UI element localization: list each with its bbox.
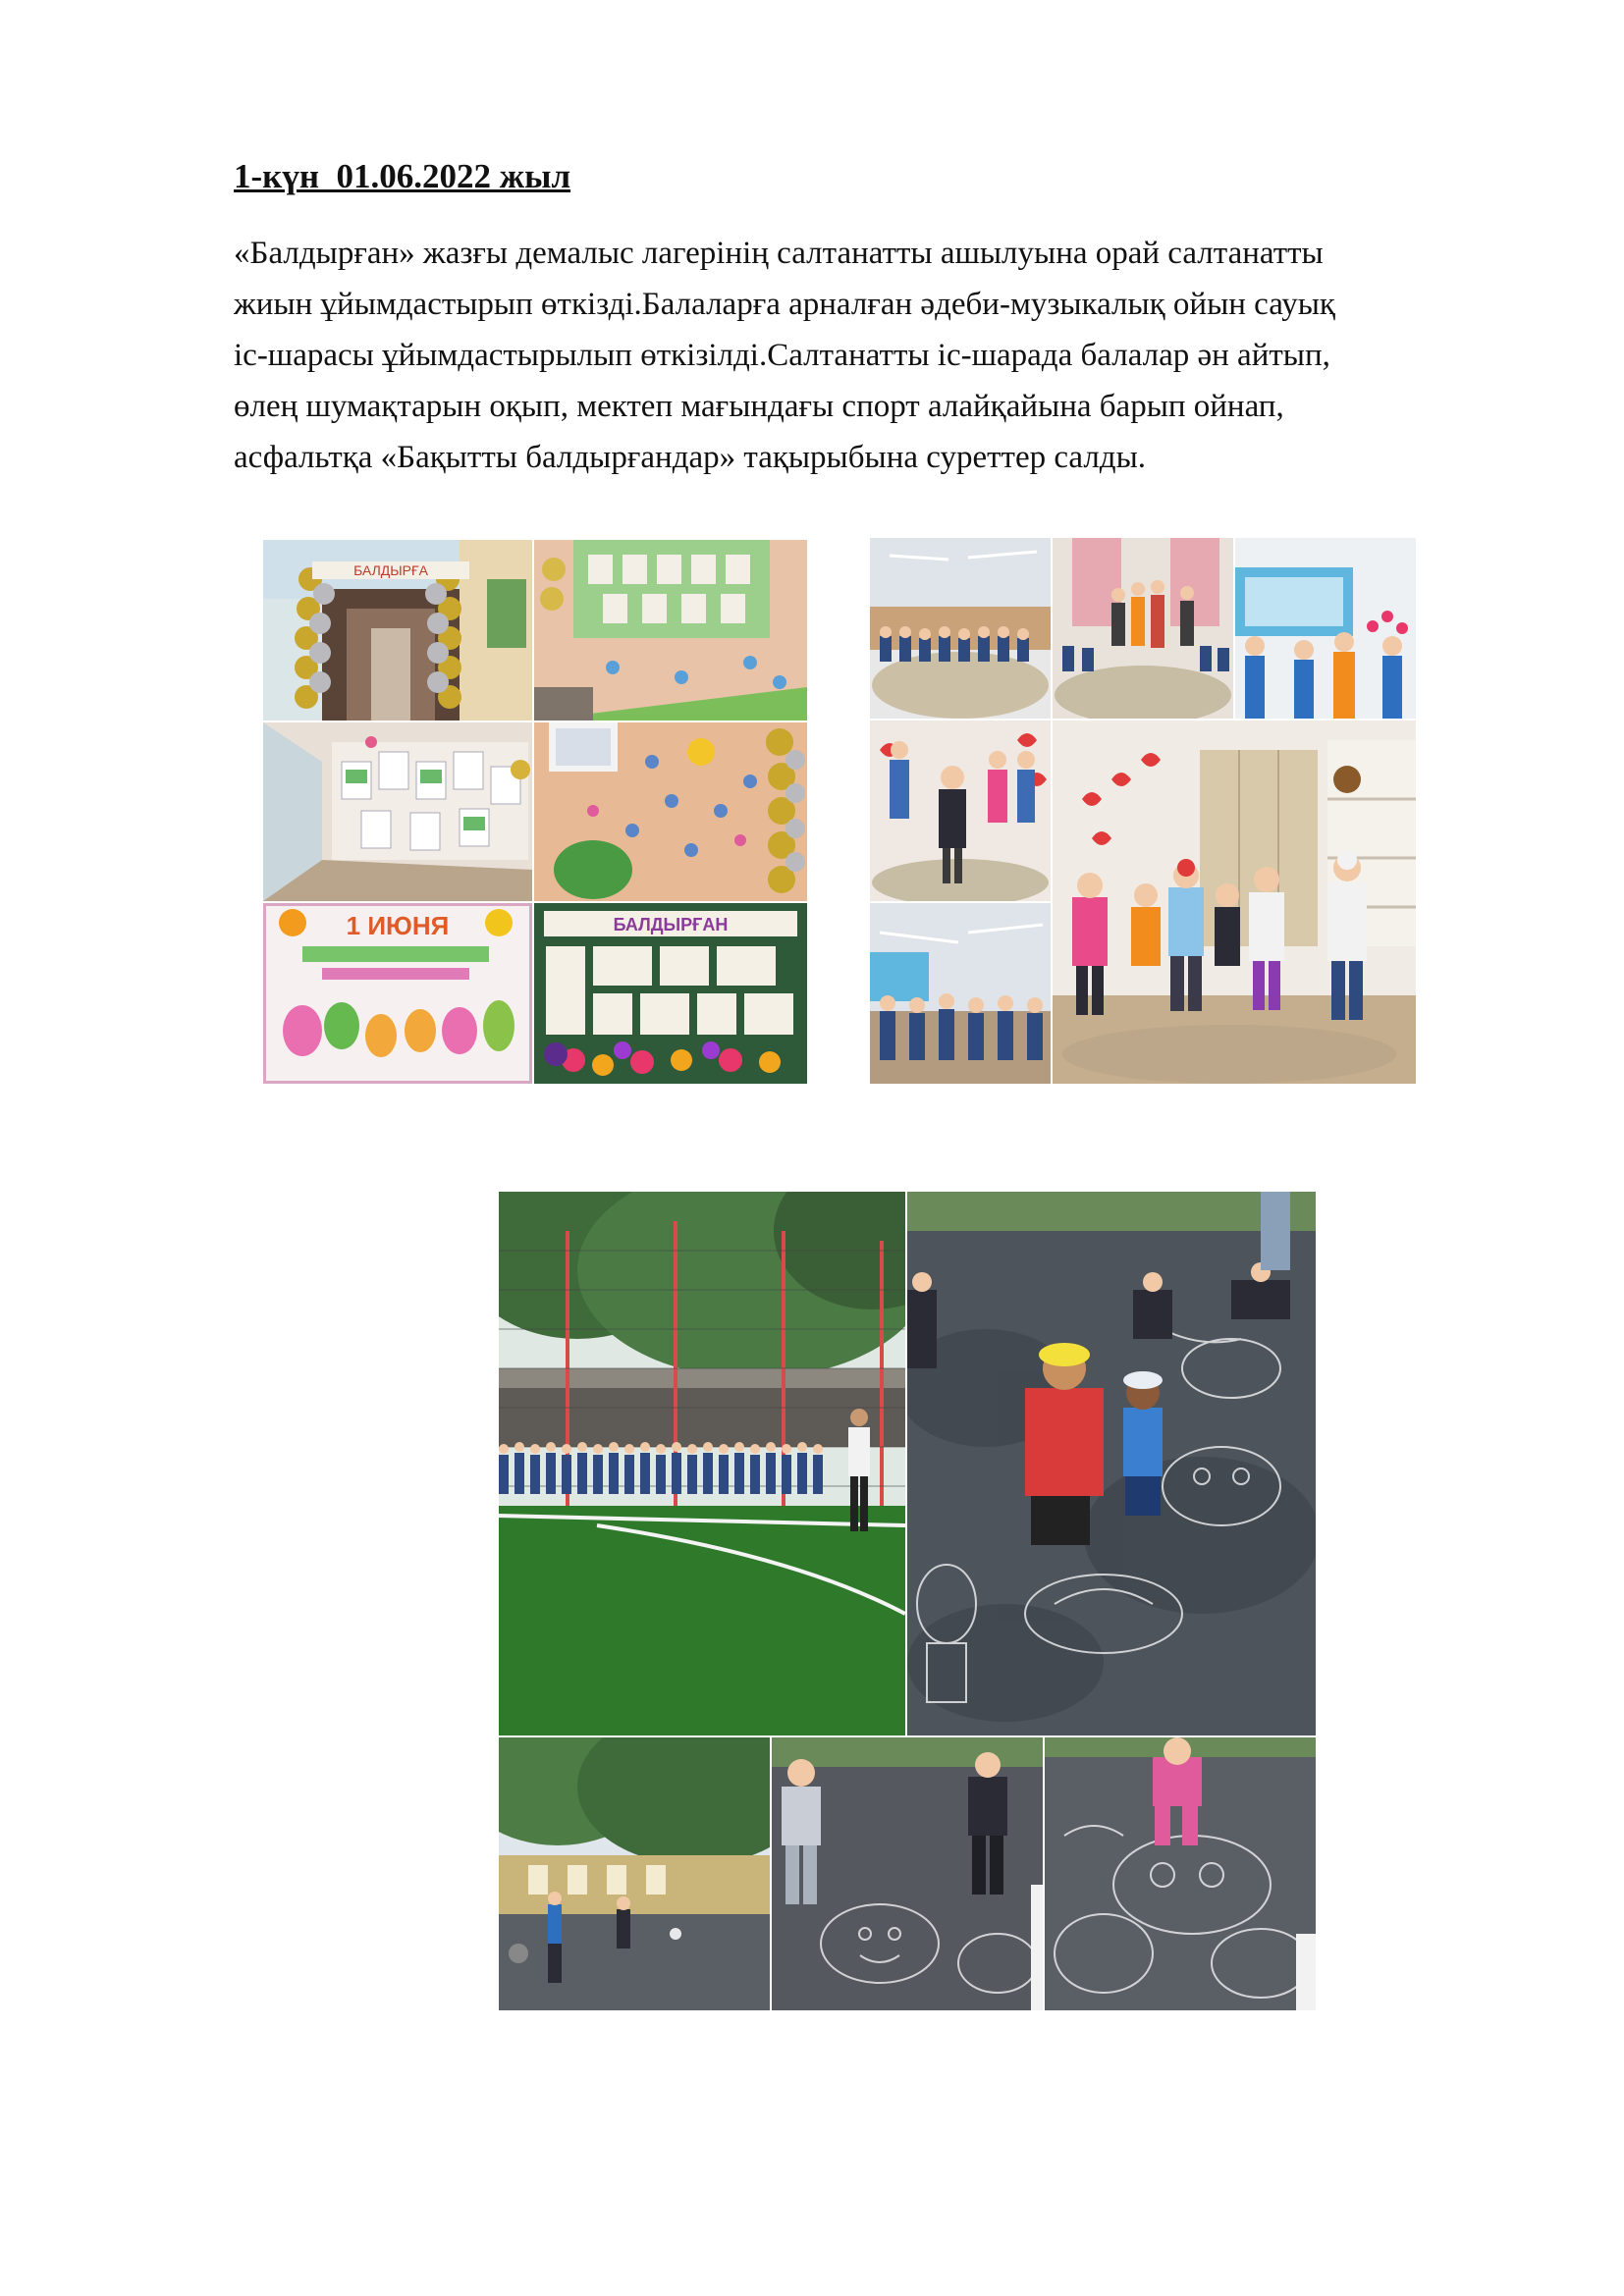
- banner-text: БАЛДЫРҒА: [353, 562, 428, 578]
- board-title-text: БАЛДЫРҒАН: [613, 915, 729, 934]
- intro-paragraph: [234, 228, 1500, 483]
- june-banner-text: 1 ИЮНЯ: [346, 911, 450, 940]
- paragraph-line: асфальтқа «Бақытты балдырғандар» тақырыбына суреттер салды.: [234, 440, 1147, 475]
- outdoor-activities-photo-collage: [499, 1192, 1316, 2010]
- kids-by-blue-board-photo: [1235, 538, 1416, 719]
- kids-performing-photo: [1053, 721, 1416, 1084]
- paragraph-line: өлең шумақтарын оқып, мектеп мағындағы спорт алайқайына барып ойнап,: [234, 389, 1284, 424]
- girls-chalk-art-photo: [772, 1737, 1043, 2010]
- corridor-exhibit-photo: [263, 722, 532, 901]
- football-pitch-lineup-photo: [499, 1192, 905, 1735]
- butterflies-wall-photo: [534, 722, 807, 901]
- paragraph-line: жиын ұйымдастырып өткізді.Балаларға арналған әдеби-музыкалық ойын сауық: [234, 287, 1335, 322]
- asphalt-chalk-drawing-photo: [907, 1192, 1316, 1735]
- june-first-poster-photo: [263, 903, 532, 1084]
- classroom-gathering-photo: [870, 903, 1051, 1084]
- girl-drawing-chalk-photo: [1045, 1737, 1316, 2010]
- picture-wall-photo: [534, 540, 807, 721]
- paragraph-line: іс-шарасы ұйымдастырылып өткізілді.Салтанатты іс-шарада балалар ән айтып,: [234, 338, 1330, 373]
- decorations-photo-collage: [263, 540, 807, 1084]
- page-heading: 1-күн 01.06.2022 жыл: [234, 157, 571, 195]
- classroom-event-photo-collage: [870, 538, 1416, 1084]
- classroom-teachers-photo: [1053, 538, 1233, 719]
- classroom-circle-photo: [870, 538, 1051, 719]
- schoolyard-play-photo: [499, 1737, 770, 2010]
- camp-name-board-photo: [534, 903, 807, 1084]
- balloon-arch-doorway-photo: [263, 540, 532, 721]
- kids-standing-photo: [870, 721, 1051, 901]
- paragraph-line: «Балдырған» жазғы демалыс лагерінің салтанатты ашылуына орай салтанатты: [234, 236, 1324, 271]
